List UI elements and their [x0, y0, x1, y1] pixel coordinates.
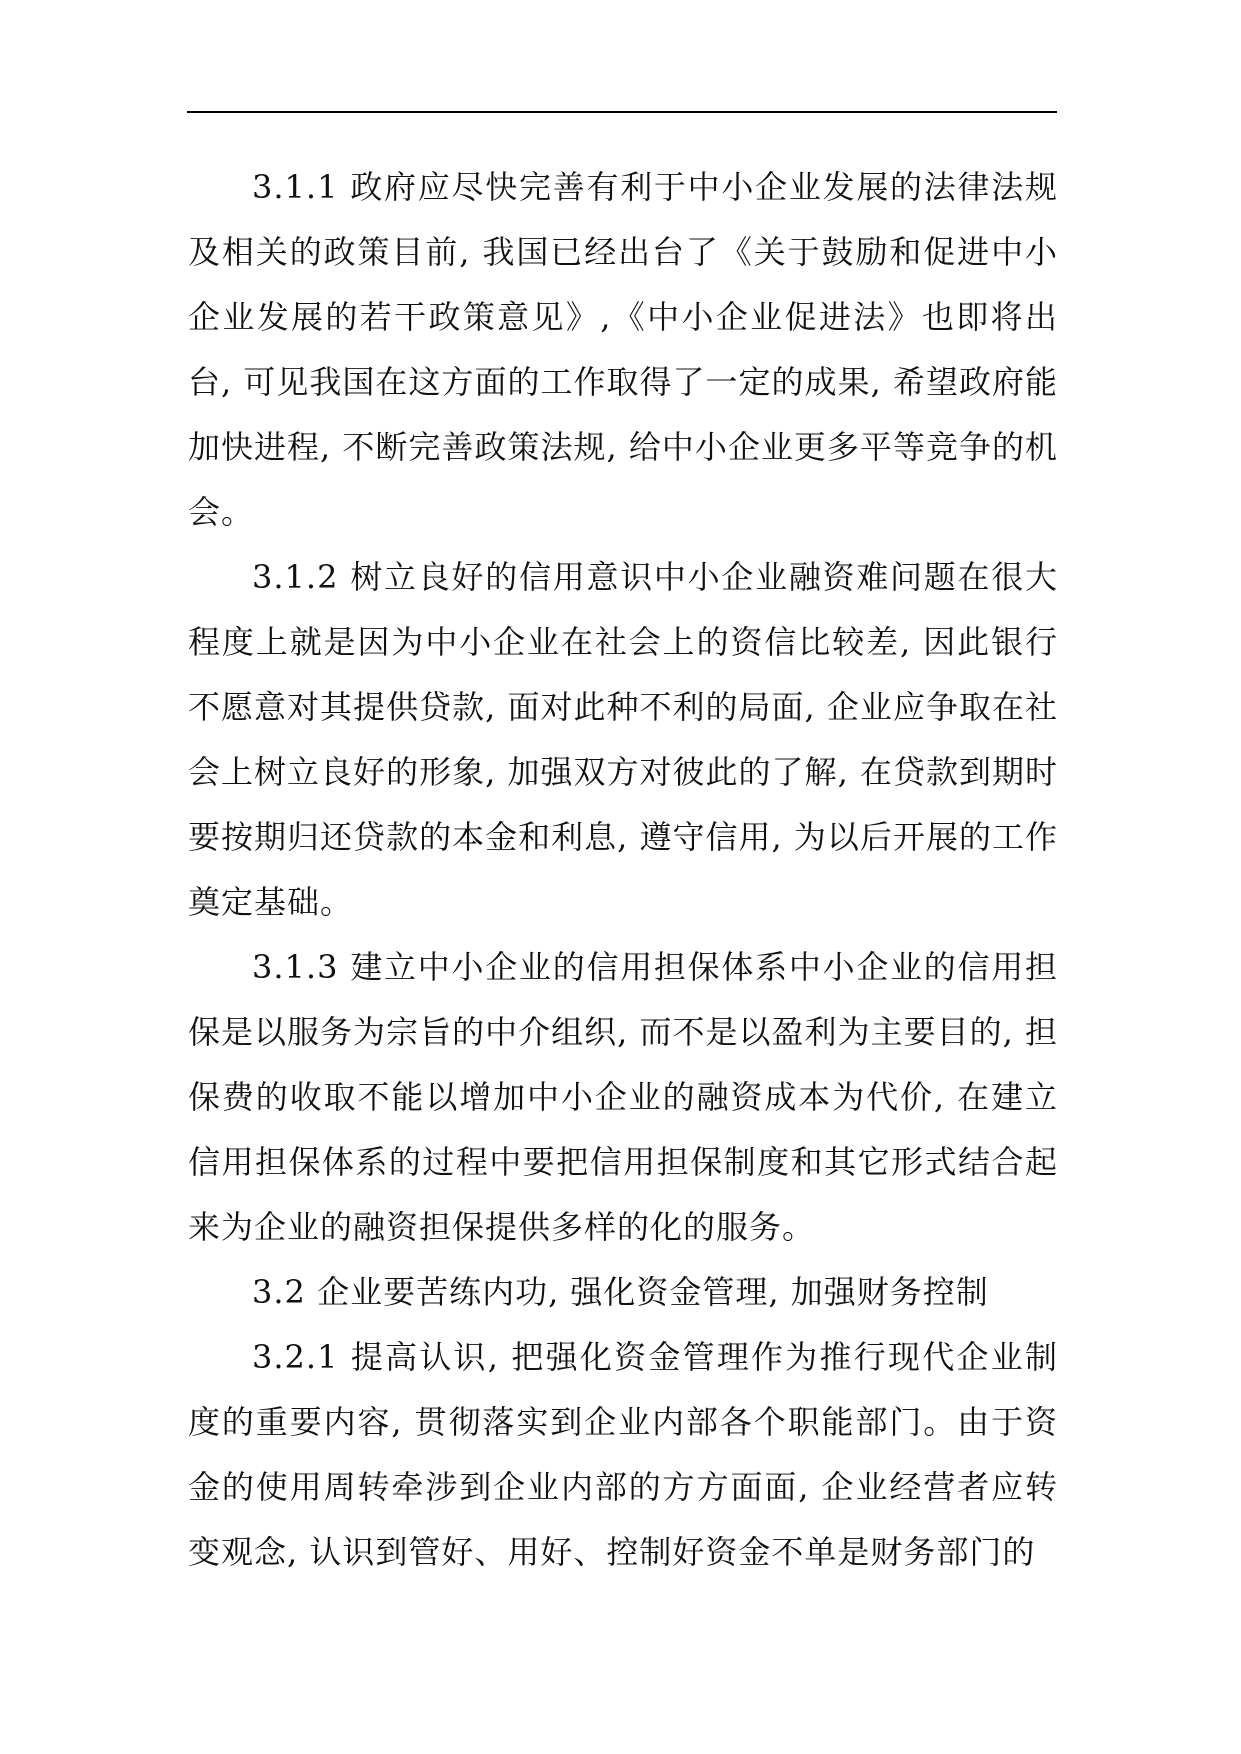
paragraph-3-1-2: 3.1.2 树立良好的信用意识中小企业融资难问题在很大程度上就是因为中小企业在社会上的资信比较差, 因此银行不愿意对其提供贷款, 面对此种不利的局面, 企业应争取在社会上树立良好的形象, 加强双方对彼此的了解, 在贷款到期时要按期归还贷款的本金和利息, 遵守信用, 为以后开展的工作奠定基础。 [188, 558, 1058, 921]
header-rule [187, 111, 1057, 113]
paragraph-3-1-3: 3.1.3 建立中小企业的信用担保体系中小企业的信用担保是以服务为宗旨的中介组织, 而不是以盈利为主要目的, 担保费的收取不能以增加中小企业的融资成本为代价, 在建立信用担保体系的过程中要把信用担保制度和其它形式结合起来为企业的融资担保提供多样的化的服务。 [188, 948, 1058, 1246]
paragraph-3-1-1: 3.1.1 政府应尽快完善有利于中小企业发展的法律法规及相关的政策目前, 我国已经出台了《关于鼓励和促进中小企业发展的若干政策意见》,《中小企业促进法》也即将出台, 可见我国在这方面的工作取得了一定的成果, 希望政府能加快进程, 不断完善政策法规, 给中小企业更多平等竞争的机会。 [188, 168, 1058, 531]
section-heading-3-2: 3.2 企业要苦练内功, 强化资金管理, 加强财务控制 [252, 1273, 989, 1311]
paragraph-3-2-1: 3.2.1 提高认识, 把强化资金管理作为推行现代企业制度的重要内容, 贯彻落实到企业内部各个职能部门。由于资金的使用周转牵涉到企业内部的方方面面, 企业经营者应转变观念, 认识到管好、用好、控制好资金不单是财务部门的 [188, 1338, 1058, 1571]
document-body [188, 155, 1058, 1585]
